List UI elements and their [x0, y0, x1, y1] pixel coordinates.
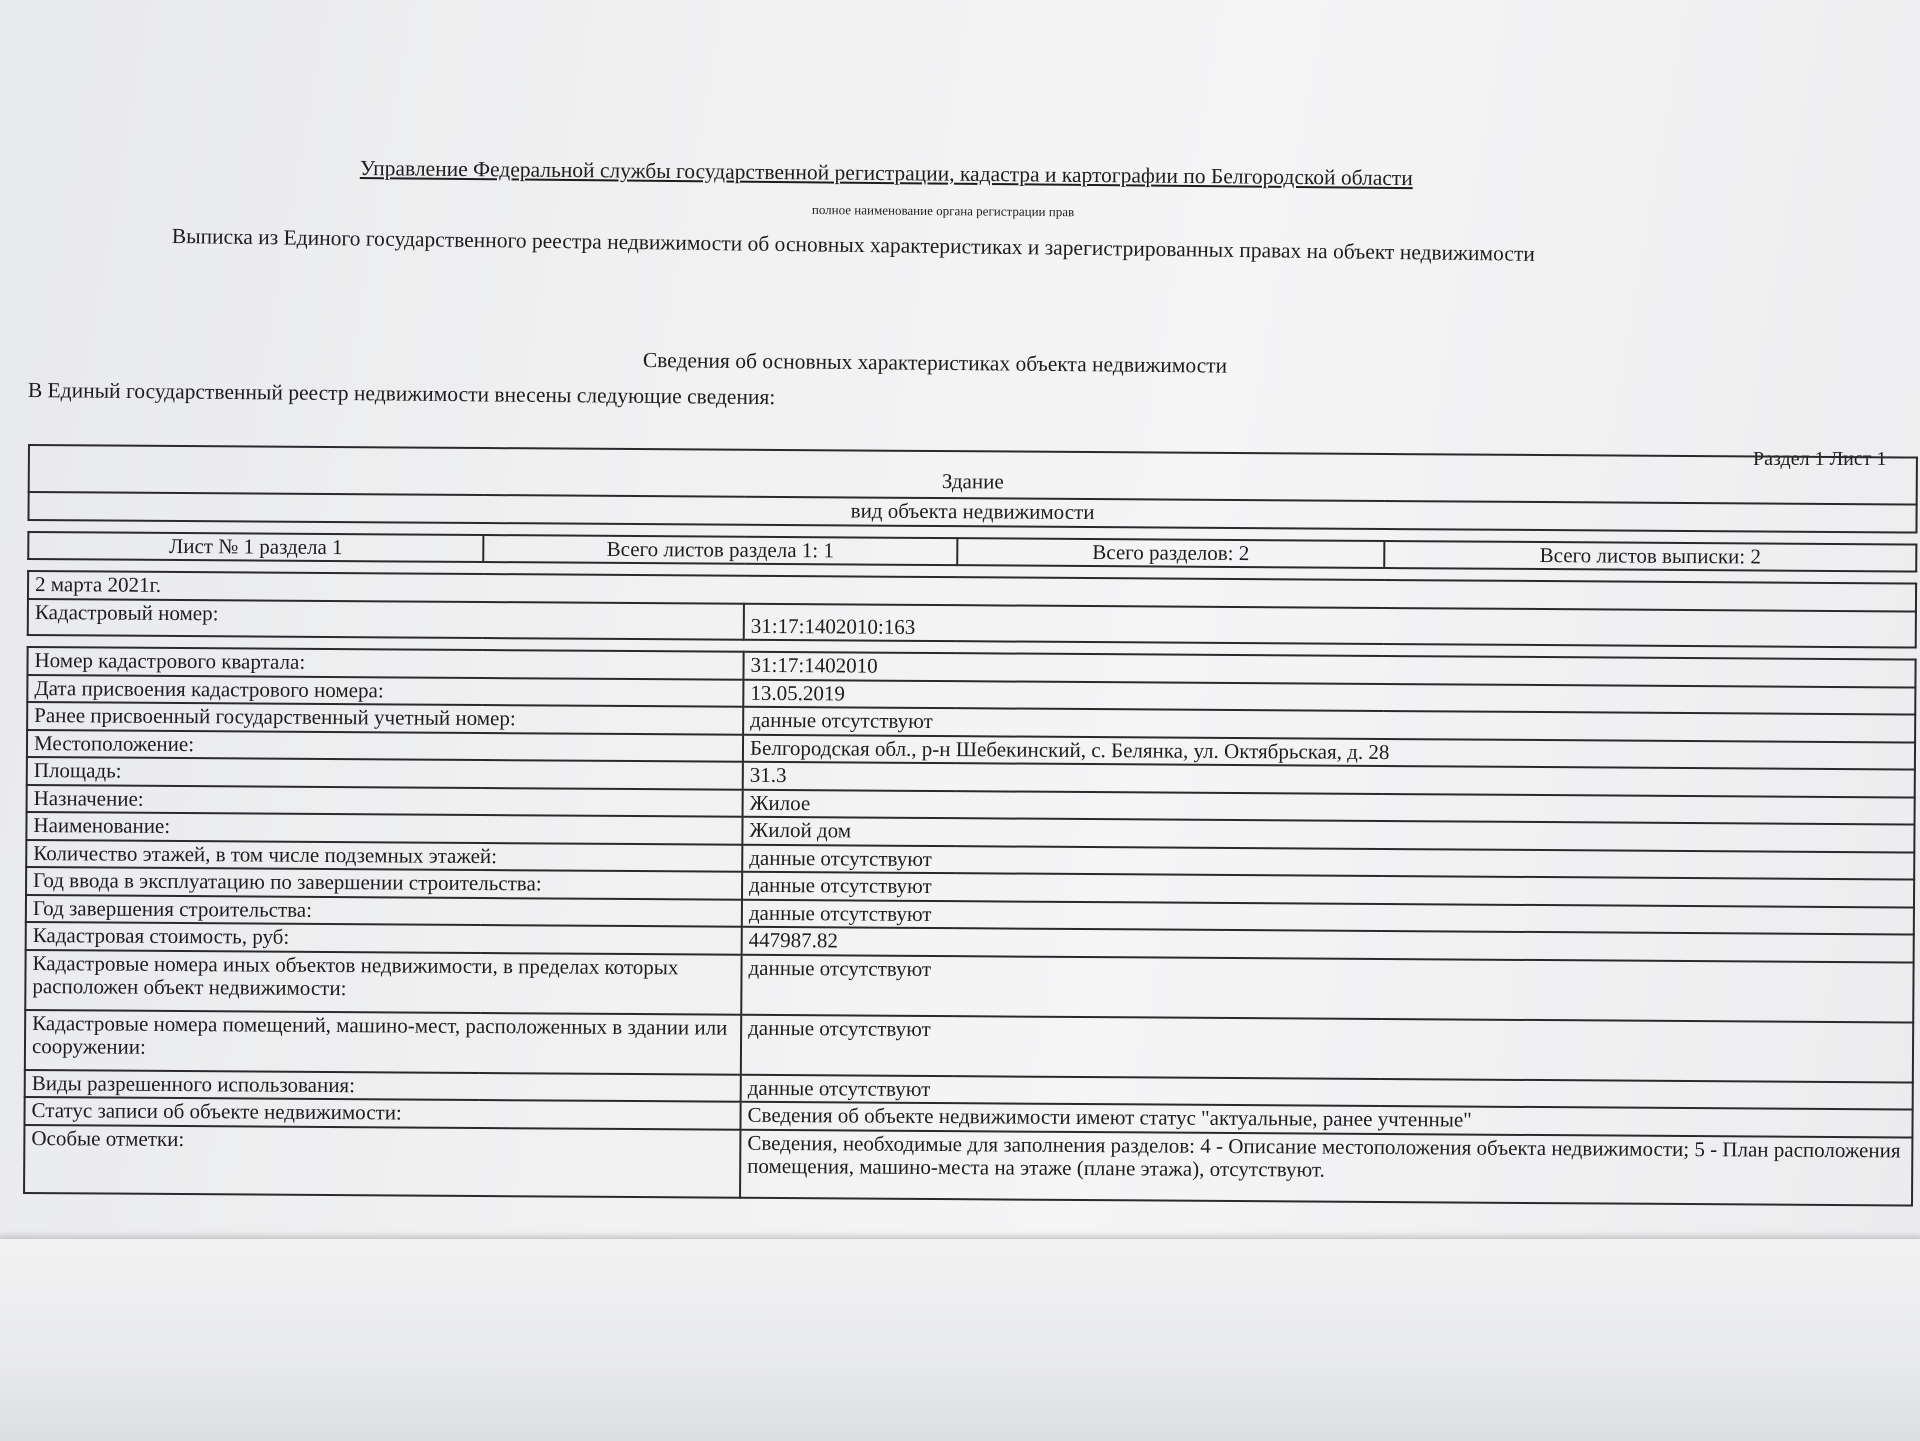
row-label: Количество этажей, в том числе подземных этажей:: [26, 840, 742, 872]
row-value: 31:17:1402010: [743, 652, 1915, 687]
row-value: данные отсутствуют: [742, 872, 1914, 907]
object-type-text: Здание: [941, 469, 1004, 494]
cadastral-number-label: Кадастровый номер:: [28, 599, 744, 640]
total-sections: Всего разделов: 2: [957, 538, 1384, 568]
row-value: Сведения, необходимые для заполнения разделов: 4 - Описание местоположения объекта недвижимости; 5 - План расположения помещения, машино-места на этаже (плане этажа), отсутствуют.: [740, 1130, 1912, 1206]
row-value: Сведения об объекте недвижимости имеют статус "актуальные, ранее учтенные": [740, 1102, 1912, 1137]
row-label: Кадастровые номера помещений, машино-мест, расположенных в здании или сооружении:: [25, 1010, 741, 1075]
row-label: Местоположение:: [27, 730, 743, 762]
row-value: данные отсутствуют: [741, 1074, 1913, 1109]
intro-text: В Единый государственный реестр недвижимости внесены следующие сведения:: [27, 378, 776, 410]
row-label: Ранее присвоенный государственный учетный номер:: [27, 702, 743, 734]
row-value: Жилой дом: [742, 817, 1914, 852]
extract-date: 2 марта 2021г.: [28, 571, 1916, 611]
row-label: Дата присвоения кадастрового номера:: [27, 675, 743, 707]
row-label: Виды разрешенного использования:: [25, 1070, 741, 1102]
row-label: Год ввода в эксплуатацию по завершении строительства:: [26, 867, 742, 899]
row-label: Назначение:: [27, 785, 743, 817]
underlying-page: [0, 1238, 1920, 1441]
row-value: 31.3: [743, 762, 1915, 797]
sheet-number: Лист № 1 раздела 1: [28, 532, 483, 563]
row-value: 447987.82: [742, 927, 1914, 962]
cadastral-number-value: 31:17:1402010:163: [744, 603, 1916, 647]
object-type-caption: вид объекта недвижимости: [28, 492, 1916, 532]
authority-caption: полное наименование органа регистрации прав: [811, 202, 1075, 220]
row-label: Наименование:: [26, 812, 742, 844]
table-row: [24, 1125, 1912, 1206]
total-sheets-extract: Всего листов выписки: 2: [1384, 541, 1916, 572]
row-value: данные отсутствуют: [743, 707, 1915, 742]
authority-name: Управление Федеральной службы государственной регистрации, кадастра и картографии по Белгородской области: [359, 156, 1413, 191]
row-value: Белгородская обл., р-н Шебекинский, с. Белянка, ул. Октябрьская, д. 28: [743, 734, 1915, 769]
row-value: 13.05.2019: [743, 679, 1915, 714]
extract-title: Выписка из Единого государственного реестра недвижимости об основных характеристиках и зарегистрированных правах на объект недвижимости: [171, 224, 1535, 266]
row-label: Площадь:: [27, 757, 743, 789]
row-label: Кадастровая стоимость, руб:: [26, 922, 742, 954]
sheet-label: Раздел 1 Лист 1: [1753, 448, 1887, 470]
row-label: Номер кадастрового квартала:: [27, 647, 743, 679]
section-title: Сведения об основных характеристиках объекта недвижимости: [642, 348, 1228, 378]
total-sheets-section: Всего листов раздела 1: 1: [483, 535, 957, 566]
row-label: Кадастровые номера иных объектов недвижимости, в пределах которых расположен объект недвижимости:: [25, 950, 741, 1015]
row-value: Жилое: [743, 789, 1915, 824]
row-label: Год завершения строительства:: [26, 895, 742, 927]
row-label: Статус записи об объекте недвижимости:: [24, 1097, 740, 1129]
row-value: данные отсутствуют: [742, 899, 1914, 934]
row-value: данные отсутствуют: [741, 1014, 1913, 1082]
row-value: данные отсутствуют: [741, 954, 1913, 1022]
row-label: Особые отметки:: [24, 1125, 740, 1198]
row-value: данные отсутствуют: [742, 844, 1914, 879]
characteristics-table: [23, 444, 1918, 1206]
